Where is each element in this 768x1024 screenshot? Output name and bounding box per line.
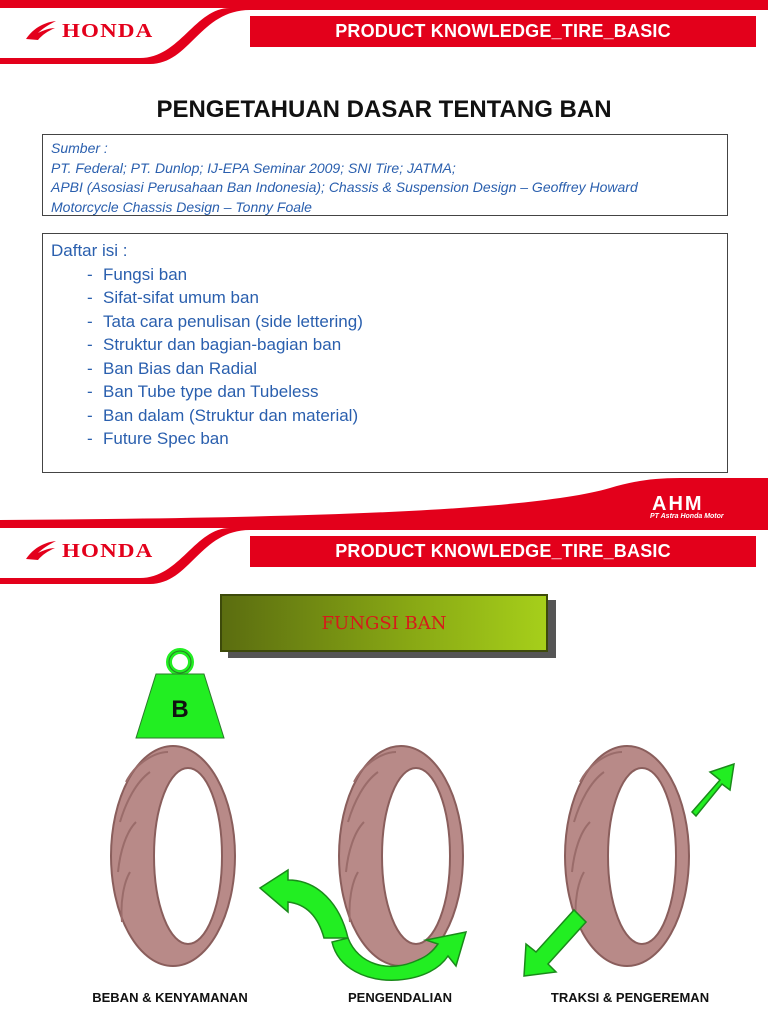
tire-image (106, 742, 241, 970)
honda-logo (24, 18, 154, 44)
toc-heading: Daftar isi : (51, 241, 128, 260)
source-line: APBI (Asosiasi Perusahaan Ban Indonesia); Chassis & Suspension Design – Geoffrey Howard (51, 179, 638, 195)
toc-item: - Ban Bias dan Radial (87, 357, 719, 381)
source-line: Motorcycle Chassis Design – Tonny Foale (51, 198, 312, 215)
traction-arrow-icon (516, 760, 738, 984)
toc-item: - Sifat-sifat umum ban (87, 286, 719, 310)
source-line: Sumber : (51, 140, 108, 156)
caption-load-comfort: BEBAN & KENYAMANAN (92, 990, 248, 1005)
honda-logo-text: HONDA (62, 19, 154, 42)
rotation-arrows-icon (248, 864, 480, 984)
page-title: PENGETAHUAN DASAR TENTANG BAN (156, 96, 612, 123)
weight-icon (132, 648, 228, 740)
honda-wing-icon (24, 539, 58, 563)
caption-traction-braking: TRAKSI & PENGEREMAN (550, 990, 710, 1005)
toc-box (42, 233, 728, 473)
sources-box (42, 134, 728, 216)
caption-handling: PENGENDALIAN (347, 990, 452, 1005)
fungsi-banner-text: FUNGSI BAN (321, 612, 447, 634)
fungsi-banner (220, 594, 548, 652)
toc-item: - Future Spec ban (87, 427, 719, 451)
toc-item: - Fungsi ban (87, 263, 719, 287)
slide-header (0, 520, 768, 584)
slide-header (0, 0, 768, 64)
source-line: PT. Federal; PT. Dunlop; IJ-EPA Seminar 2009; SNI Tire; JATMA; (51, 159, 456, 176)
toc-list (87, 263, 719, 451)
weight-label: B (171, 696, 189, 723)
toc-item: - Ban Tube type dan Tubeless (87, 380, 719, 404)
honda-wing-icon (24, 19, 58, 43)
toc-item: - Tata cara penulisan (side lettering) (87, 310, 719, 334)
toc-item: - Struktur dan bagian-bagian ban (87, 333, 719, 357)
ahm-subtitle: PT Astra Honda Motor (650, 513, 724, 520)
honda-logo (24, 538, 154, 564)
slide-2 (0, 520, 768, 1024)
header-title: PRODUCT KNOWLEDGE_TIRE_BASIC (250, 536, 756, 567)
ahm-logo: AHM (652, 493, 704, 515)
header-title: PRODUCT KNOWLEDGE_TIRE_BASIC (250, 16, 756, 47)
toc-item: - Ban dalam (Struktur dan material) (87, 404, 719, 428)
honda-logo-text: HONDA (62, 539, 154, 562)
